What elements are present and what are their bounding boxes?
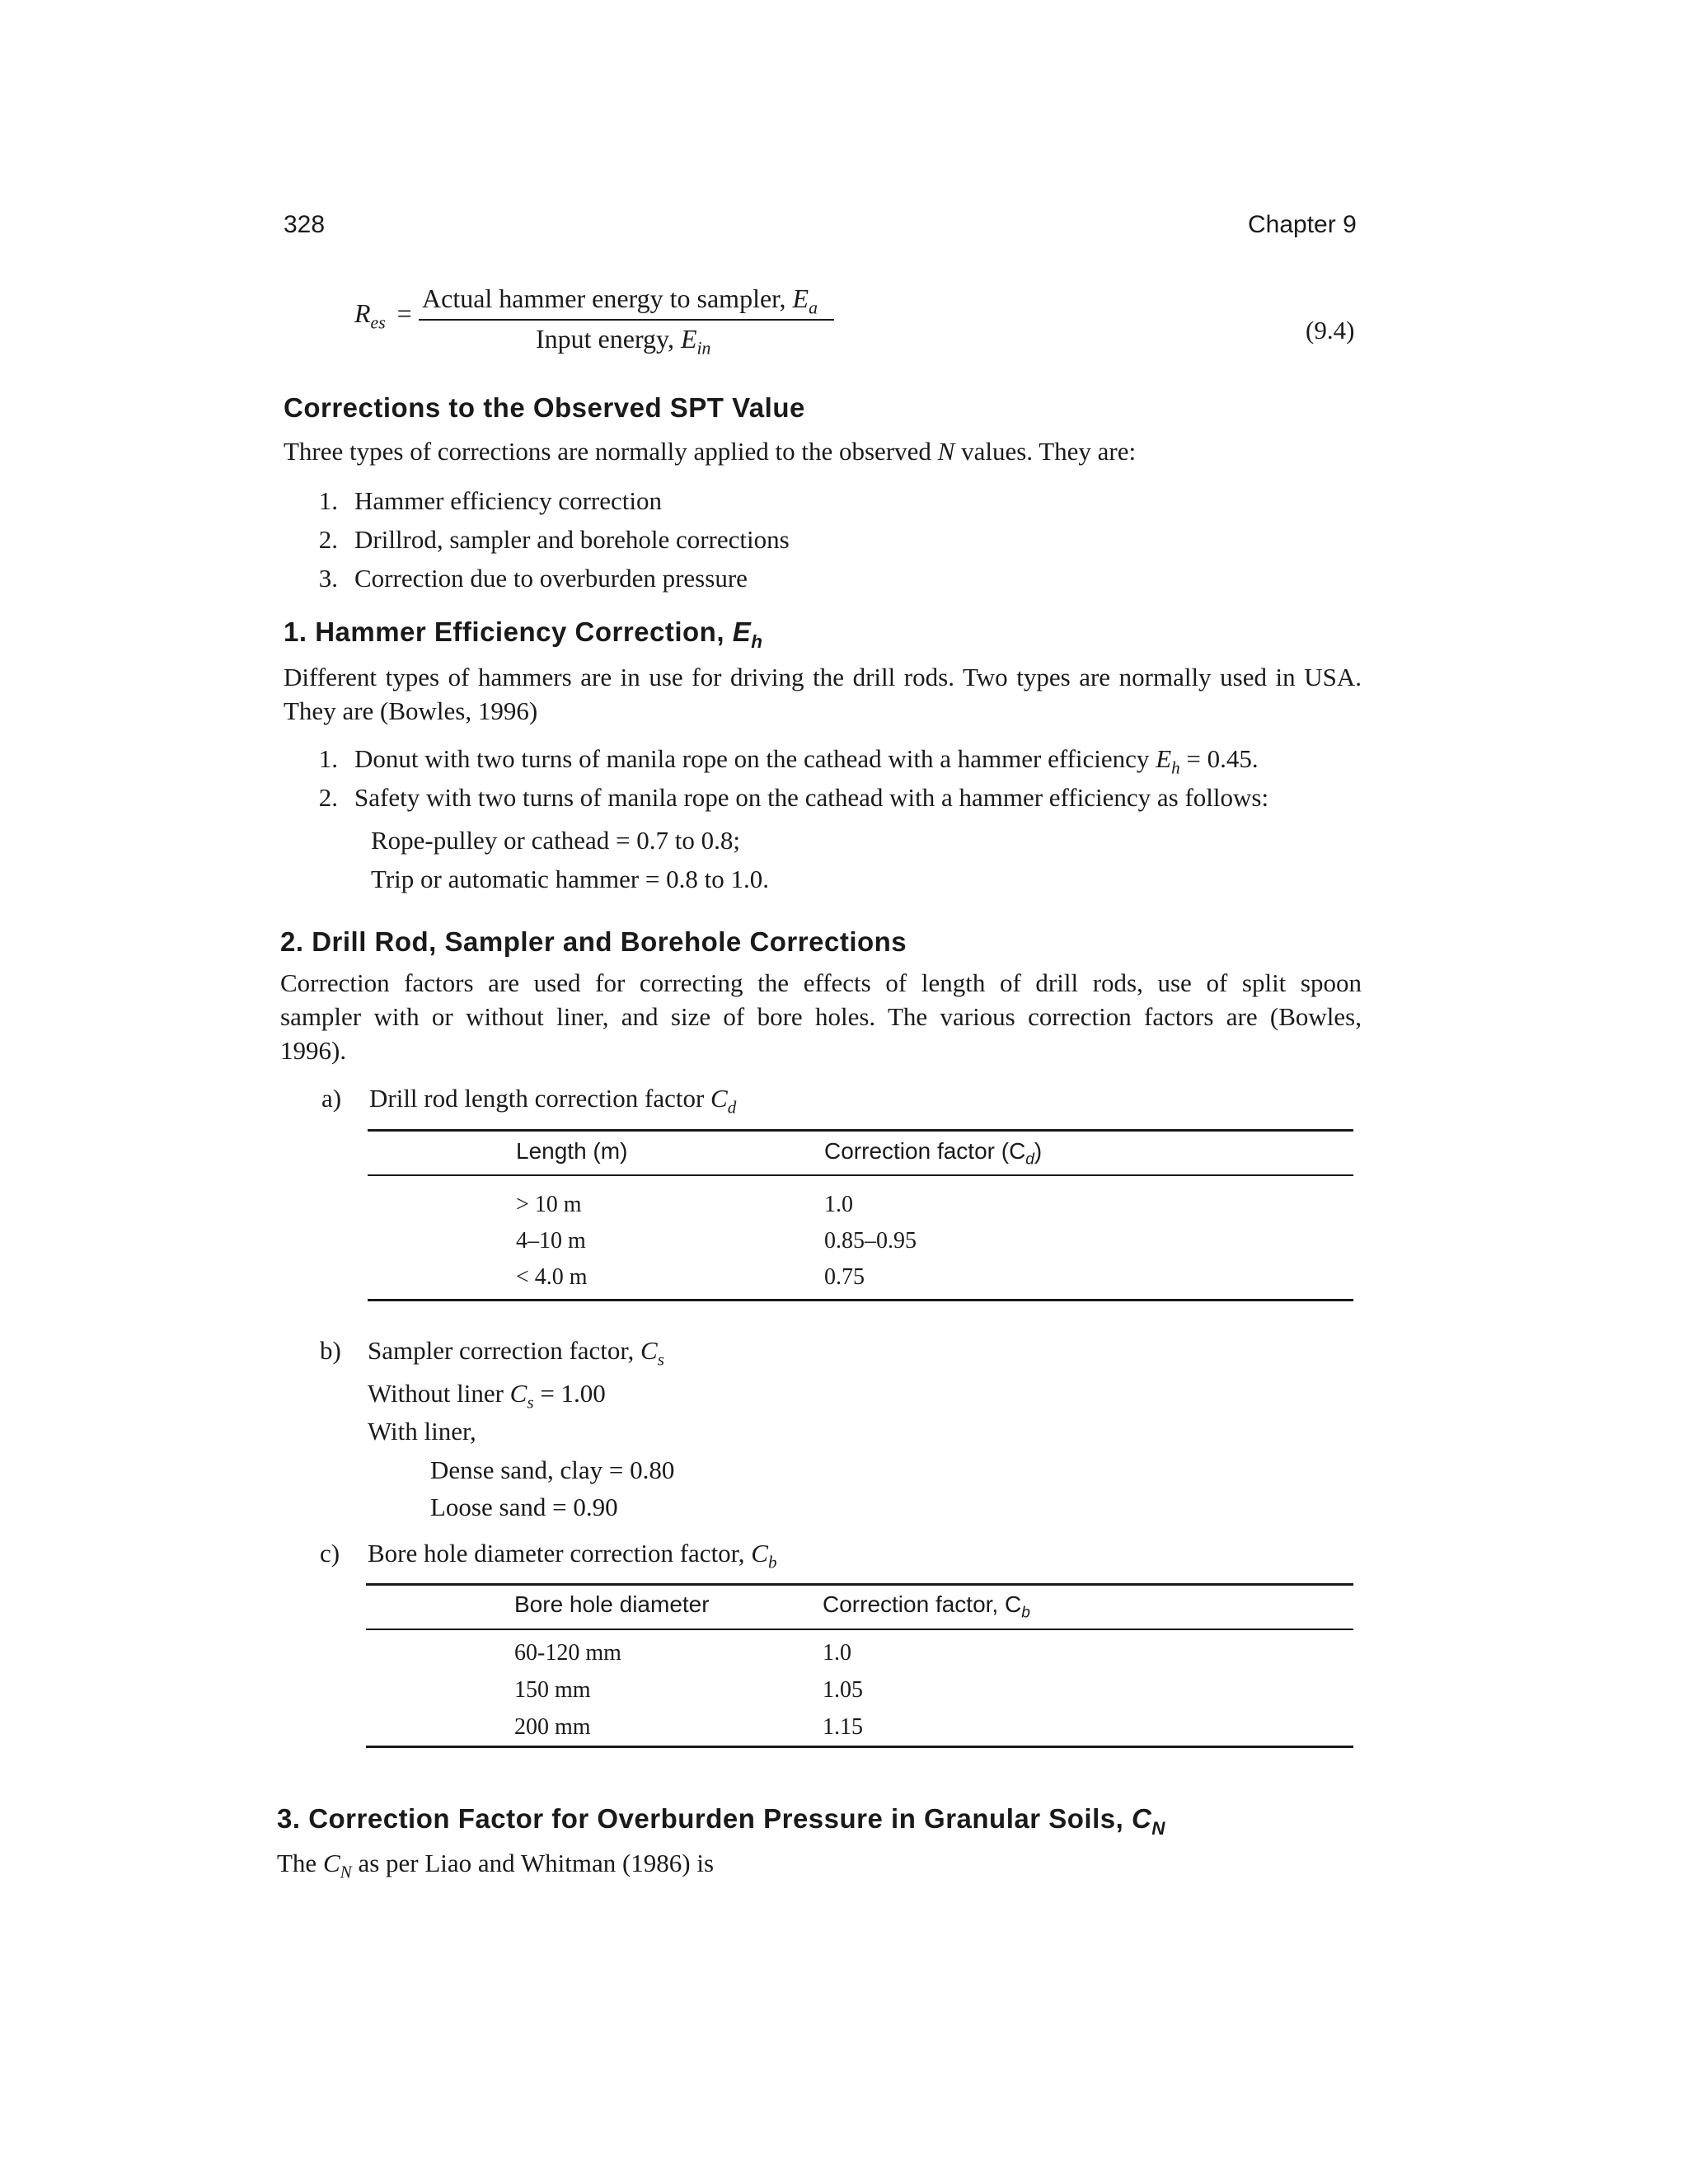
without-liner-subscript: s	[527, 1392, 534, 1413]
item-a	[321, 1081, 737, 1118]
drill-paragraph-line-2: sampler with or without liner, and size of bore holes. The various correction factors are (Bowles,	[280, 1002, 1362, 1031]
table-row: > 10 m	[516, 1192, 582, 1217]
loose-sand-line: Loose sand = 0.90	[430, 1493, 618, 1521]
table-cell: 1.0	[823, 1640, 851, 1666]
list-text: Correction due to overburden pressure	[354, 564, 748, 593]
table1-header-factor-subscript: d	[1025, 1151, 1034, 1169]
list-text	[354, 739, 1259, 778]
list-text: Hammer efficiency correction	[354, 486, 662, 515]
item-c-text: Bore hole diameter correction factor,	[368, 1539, 752, 1568]
fraction-bar	[419, 319, 834, 321]
table-row: 60-120 mm	[514, 1640, 621, 1666]
table1-header-factor	[824, 1138, 1043, 1169]
item1-variable: E	[1156, 744, 1172, 773]
item-a-text: Drill rod length correction factor	[369, 1084, 711, 1113]
table2-bottom-rule	[366, 1746, 1353, 1748]
drill-paragraph-line-1: Correction factors are used for correcting the effects of length of drill rods, use of split spoon	[280, 968, 1362, 997]
hammer-heading-text: 1. Hammer Efficiency Correction,	[284, 616, 733, 647]
numerator-text: Actual hammer energy to sampler,	[422, 284, 793, 313]
overburden-heading-variable: C	[1131, 1803, 1152, 1834]
equation-lhs-symbol: R	[354, 298, 371, 328]
item-b-variable: C	[640, 1336, 658, 1365]
list-text: Safety with two turns of manila rope on the cathead with a hammer efficiency as follows:	[354, 783, 1269, 812]
equation-number: (9.4)	[1306, 316, 1355, 344]
drill-heading: 2. Drill Rod, Sampler and Borehole Corrections	[280, 926, 907, 957]
dense-sand-line: Dense sand, clay = 0.80	[430, 1455, 675, 1484]
hammer-heading-subscript: h	[751, 630, 763, 652]
numerator-variable: E	[792, 284, 809, 313]
table1-header-factor-close: )	[1034, 1138, 1043, 1164]
with-liner-line: With liner,	[368, 1417, 476, 1446]
table-row: < 4.0 m	[516, 1264, 588, 1290]
table-cell: 1.0	[824, 1192, 853, 1217]
intro-text-a: Three types of corrections are normally applied to the observed	[284, 437, 938, 466]
section-heading: Corrections to the Observed SPT Value	[284, 392, 805, 423]
table1-header-length: Length (m)	[516, 1138, 628, 1164]
intro-text-b: values. They are:	[954, 437, 1137, 466]
table-row: 200 mm	[514, 1714, 591, 1740]
table1-top-rule	[368, 1129, 1353, 1132]
table1-header-factor-text: Correction factor (C	[824, 1138, 1026, 1164]
table-row: 150 mm	[514, 1677, 591, 1703]
trip-hammer-line: Trip or automatic hammer = 0.8 to 1.0.	[371, 865, 769, 893]
list-item	[290, 520, 790, 559]
overburden-line	[277, 1846, 714, 1880]
table2-header-diameter: Bore hole diameter	[514, 1591, 710, 1617]
chapter-label: Chapter 9	[1248, 211, 1357, 238]
item-a-subscript: d	[727, 1097, 737, 1118]
list-item	[290, 481, 790, 520]
hammer-heading-variable: E	[732, 616, 752, 647]
item-b-text: Sampler correction factor,	[368, 1336, 640, 1365]
list-number: 2.	[318, 783, 338, 812]
equation-lhs	[354, 298, 412, 333]
drill-paragraph-line-3: 1996).	[280, 1036, 347, 1065]
list-item	[290, 739, 1268, 778]
overburden-text-a: The	[277, 1849, 323, 1877]
list-number: 1.	[318, 486, 338, 515]
section-intro	[284, 434, 1136, 468]
equation-denominator	[536, 324, 711, 359]
intro-variable: N	[937, 437, 955, 466]
overburden-heading	[277, 1803, 1165, 1839]
table2-header-factor	[823, 1591, 1030, 1622]
table2-top-rule	[366, 1583, 1353, 1586]
item1-text-a: Donut with two turns of manila rope on the cathead with a hammer efficiency	[354, 744, 1156, 773]
without-liner-variable: C	[509, 1379, 528, 1408]
list-number: 1.	[318, 744, 338, 773]
table2-header-rule	[366, 1629, 1353, 1630]
list-text: Drillrod, sampler and borehole corrections	[354, 525, 790, 554]
item1-text-b: = 0.45.	[1179, 744, 1259, 773]
without-liner-line	[368, 1376, 606, 1413]
overburden-subscript: N	[340, 1862, 352, 1882]
list-number: 2.	[318, 525, 338, 554]
item-c-variable: C	[751, 1539, 768, 1568]
equation-equals: =	[396, 298, 412, 328]
denominator-text: Input energy,	[536, 324, 681, 354]
overburden-heading-subscript: N	[1151, 1817, 1165, 1839]
table1-header-rule	[368, 1174, 1353, 1176]
table2-header-factor-text: Correction factor, C	[823, 1591, 1022, 1617]
numerator-subscript: a	[809, 298, 818, 318]
page-number: 328	[284, 211, 326, 238]
table-cell: 0.75	[824, 1264, 865, 1290]
without-liner-text: Without liner	[368, 1379, 510, 1408]
item-b	[320, 1333, 664, 1370]
table2-header-factor-subscript: b	[1021, 1604, 1030, 1622]
list-number: 3.	[318, 564, 338, 593]
denominator-variable: E	[680, 324, 697, 354]
hammer-heading	[284, 616, 763, 652]
overburden-text-b: as per Liao and Whitman (1986) is	[351, 1849, 715, 1877]
overburden-variable: C	[322, 1849, 340, 1877]
item-a-variable: C	[710, 1084, 728, 1113]
overburden-heading-text: 3. Correction Factor for Overburden Pressure in Granular Soils,	[277, 1803, 1132, 1834]
hammer-paragraph: Different types of hammers are in use for driving the drill rods. Two types are normally used in USA. They are (Bowles, 1996)	[284, 663, 1362, 725]
drill-paragraph	[280, 966, 1362, 1067]
rope-pulley-line: Rope-pulley or cathead = 0.7 to 0.8;	[371, 826, 740, 855]
list-item	[290, 559, 790, 598]
item-c-subscript: b	[767, 1552, 777, 1572]
table-cell: 1.05	[823, 1677, 863, 1703]
equation-lhs-subscript: es	[370, 312, 386, 333]
item-b-subscript: s	[657, 1349, 664, 1370]
table-cell: 1.15	[823, 1714, 863, 1740]
item-b-label: b)	[320, 1336, 341, 1365]
list-item	[290, 778, 1268, 817]
table1-bottom-rule	[368, 1299, 1353, 1301]
item-a-label: a)	[321, 1084, 342, 1113]
hammer-list	[290, 739, 1268, 817]
item1-subscript: h	[1171, 757, 1180, 778]
without-liner-value: = 1.00	[533, 1379, 606, 1408]
equation-numerator	[422, 284, 818, 318]
table-cell: 0.85–0.95	[824, 1228, 917, 1254]
item-c-label: c)	[320, 1539, 340, 1568]
corrections-list	[290, 481, 790, 598]
table-row: 4–10 m	[516, 1228, 586, 1254]
item-c	[320, 1536, 777, 1570]
denominator-subscript: in	[696, 338, 711, 359]
